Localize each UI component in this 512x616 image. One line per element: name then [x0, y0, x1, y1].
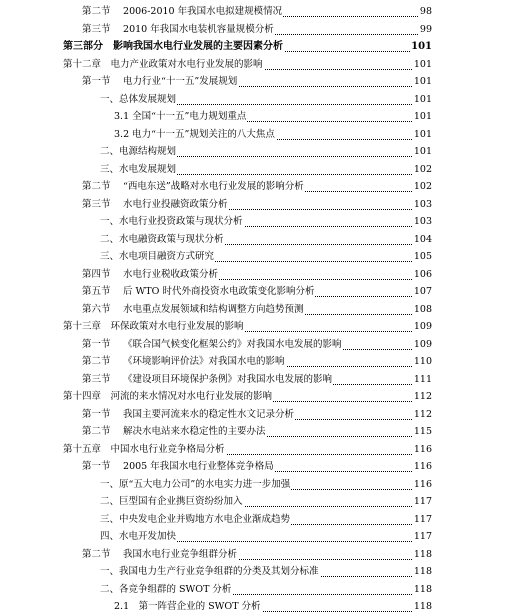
toc-entry-title: 2.1 第一阵营企业的 SWOT 分析	[114, 601, 261, 612]
toc-entry[interactable]	[0, 423, 512, 441]
toc-page-number: 101	[413, 76, 432, 87]
toc-entry[interactable]	[0, 3, 512, 21]
toc-entry-title: 3.2 电力“十一五”规划关注的八大焦点	[114, 128, 275, 140]
toc-entry[interactable]	[0, 231, 512, 249]
toc-page-number: 107	[413, 286, 432, 297]
toc-entry-title: 二、各竞争组群的 SWOT 分析	[100, 583, 232, 595]
toc-entry-title: 一、我国电力生产行业竞争组群的分类及其划分标准	[100, 566, 319, 577]
toc-entry[interactable]	[0, 388, 512, 406]
toc-page-number: 101	[413, 111, 432, 122]
toc-page-number: 118	[413, 566, 432, 577]
toc-entry[interactable]	[0, 91, 512, 109]
toc-entry[interactable]	[0, 283, 512, 301]
toc-entry[interactable]	[0, 266, 512, 284]
toc-entry-title: 第二节 《环境影响评价法》对我国水电的影响	[82, 356, 285, 367]
toc-entry-title: 三、水电项目融资方式研究	[100, 251, 215, 262]
toc-entry[interactable]	[0, 598, 512, 616]
toc-entry-title: 第一节 电力行业“十一五”发展规划	[82, 76, 238, 87]
toc-entry-title: 第十四章 河流的来水情况对水电行业发展的影响	[63, 391, 273, 402]
toc-entry[interactable]	[0, 336, 512, 354]
toc-entry-title: 第六节 水电重点发展领域和结构调整方向趋势预测	[82, 303, 304, 315]
toc-entry[interactable]	[0, 458, 512, 476]
toc-entry-title: 第二节 2006-2010 年我国水电拟建规模情况	[82, 6, 283, 17]
toc-page-number: 101	[413, 146, 432, 157]
toc-page-number: 106	[413, 268, 432, 280]
toc-entry-title: 第一节 2005 年我国水电行业整体竞争格局	[82, 461, 274, 472]
toc-entry[interactable]	[0, 38, 512, 56]
toc-page-number: 101	[413, 128, 432, 140]
toc-entry[interactable]	[0, 371, 512, 389]
toc-page-number: 102	[413, 181, 432, 192]
toc-page-number: 103	[413, 198, 432, 210]
toc-entry-title: 3.1 全国“十一五”电力规划重点	[114, 111, 247, 122]
toc-entry-title: 第二节 我国水电行业竞争组群分析	[82, 548, 238, 560]
toc-entry[interactable]	[0, 178, 512, 196]
toc-page-number: 104	[413, 233, 432, 245]
toc-page-number: 112	[413, 408, 432, 420]
toc-entry-title: 第一节 我国主要河流来水的稳定性水文记录分析	[82, 408, 295, 420]
toc-entry[interactable]	[0, 196, 512, 214]
toc-entry[interactable]	[0, 161, 512, 179]
toc-page-number: 101	[413, 93, 432, 105]
toc-page-number: 116	[413, 478, 432, 490]
toc-entry[interactable]	[0, 73, 512, 91]
toc-entry-title: 第五节 后 WTO 时代外商投资水电政策变化影响分析	[82, 286, 315, 297]
toc-page-number: 116	[413, 443, 432, 455]
toc-entry[interactable]	[0, 476, 512, 494]
toc-page-number: 115	[413, 426, 432, 437]
toc-entry-title: 第三节 《建设项目环境保护条例》对我国水电发展的影响	[82, 373, 333, 385]
toc-entry-title: 二、水电融资政策与现状分析	[100, 233, 224, 245]
toc-entry[interactable]	[0, 563, 512, 581]
toc-entry[interactable]	[0, 546, 512, 564]
toc-page-number: 118	[413, 601, 432, 612]
toc-entry[interactable]	[0, 248, 512, 266]
toc-entry-title: 二、巨型国有企业携巨资纷纷加入	[100, 496, 243, 507]
toc-page-number: 111	[413, 373, 432, 385]
toc-entry[interactable]	[0, 406, 512, 424]
toc-page-number: 112	[413, 391, 432, 402]
toc-entry-title: 四、水电开发加快	[100, 531, 177, 542]
toc-entry[interactable]	[0, 528, 512, 546]
toc-entry-title: 一、水电行业投资政策与现状分析	[100, 216, 243, 227]
toc-page-number: 102	[413, 163, 432, 175]
toc-entry-title: 第十五章 中国水电行业竞争格局分析	[63, 443, 225, 455]
toc-page-number: 108	[413, 303, 432, 315]
toc-entry-title: 第十三章 环保政策对水电行业发展的影响	[63, 321, 244, 332]
toc-entry-title: 第二节 解决水电站来水稳定性的主要办法	[82, 426, 266, 437]
toc-entry-title: 第四节 水电行业税收政策分析	[82, 268, 219, 280]
toc-page-number: 98	[419, 6, 432, 17]
toc-entry[interactable]	[0, 441, 512, 459]
toc-entry-title: 第十二章 电力产业政策对水电行业发展的影响	[63, 58, 263, 70]
toc-entry[interactable]	[0, 213, 512, 231]
toc-page-number: 118	[413, 548, 432, 560]
toc-entry[interactable]	[0, 126, 512, 144]
toc-entry-title: 三、水电发展规划	[100, 163, 177, 175]
toc-page-number: 117	[413, 513, 432, 525]
toc-page-number: 101	[413, 58, 432, 70]
toc-page-number: 99	[419, 23, 432, 35]
toc-page-number: 110	[413, 356, 432, 367]
toc-entry[interactable]	[0, 301, 512, 319]
toc-page-number: 117	[413, 496, 432, 507]
toc-page-number: 109	[413, 338, 432, 350]
toc-page-number: 105	[413, 251, 432, 262]
toc-entry[interactable]	[0, 108, 512, 126]
toc-entry[interactable]	[0, 511, 512, 529]
toc-entry-title: 第二节 “西电东送”战略对水电行业发展的影响分析	[82, 181, 304, 192]
toc-entry[interactable]	[0, 318, 512, 336]
toc-entry-title: 第三部分 影响我国水电行业发展的主要因素分析	[63, 41, 283, 52]
toc-entry-title: 三、中央发电企业并购地方水电企业渐成趋势	[100, 513, 291, 525]
toc-entry-title: 第一节 《联合国气候变化框架公约》对我国水电发展的影响	[82, 338, 342, 350]
toc-page-number: 117	[413, 531, 432, 542]
toc-entry[interactable]	[0, 581, 512, 599]
toc-entry-title: 第三节 水电行业投融资政策分析	[82, 198, 228, 210]
toc-entry[interactable]	[0, 143, 512, 161]
toc-page-number: 103	[413, 216, 432, 227]
toc-page-number: 118	[413, 583, 432, 595]
toc-entry-title: 第三节 2010 年我国水电装机容量规模分析	[82, 23, 274, 35]
toc-entry-title: 一、原“五大电力公司”的水电实力进一步加强	[100, 478, 291, 490]
toc-entry-title: 一、总体发展规划	[100, 93, 177, 105]
toc-entry-title: 二、电源结构规划	[100, 146, 177, 157]
toc-entry[interactable]	[0, 56, 512, 74]
toc-entry[interactable]	[0, 353, 512, 371]
toc-entry[interactable]	[0, 493, 512, 511]
toc-entry[interactable]	[0, 21, 512, 39]
toc-page-number: 109	[413, 321, 432, 332]
toc-page-number: 101	[411, 41, 432, 52]
toc-page-number: 116	[413, 461, 432, 472]
